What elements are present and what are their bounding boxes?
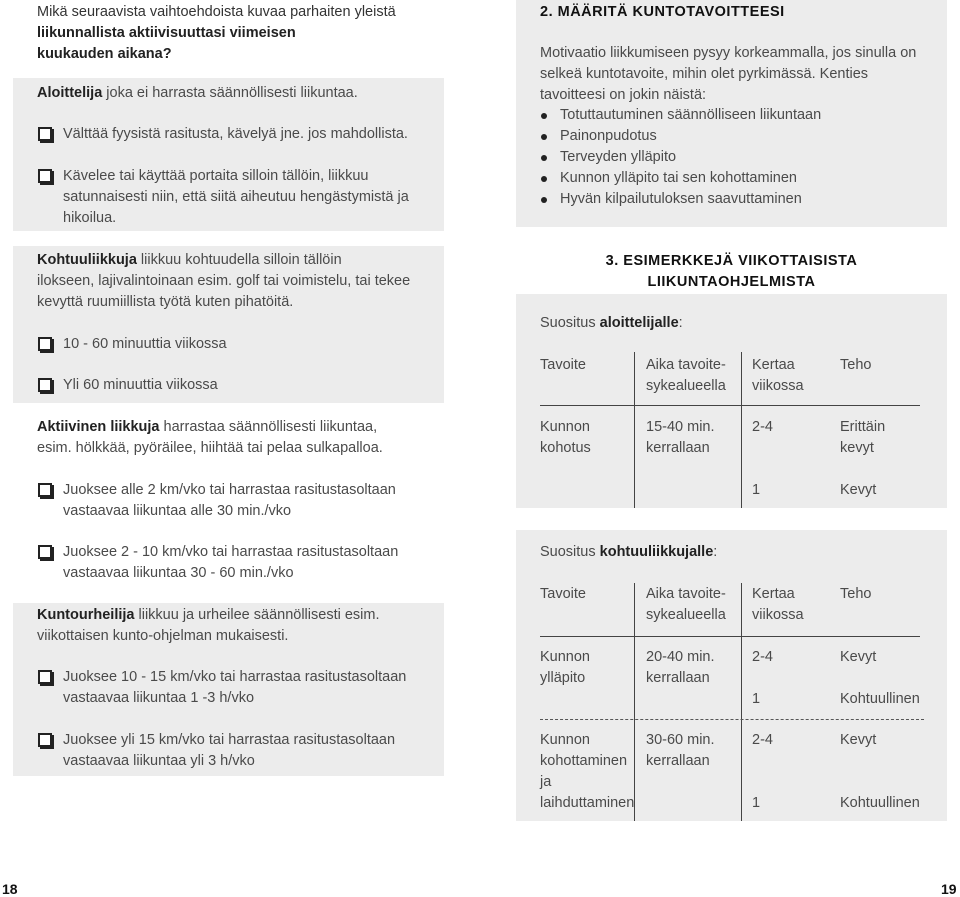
option-label: 10 - 60 minuuttia viikossa (63, 336, 227, 352)
table-header: Teho (840, 586, 872, 602)
goal-item: Kunnon ylläpito tai sen kohottaminen (540, 168, 940, 189)
table-cell: Kevyt (840, 732, 877, 748)
page-number: 19 (941, 881, 957, 897)
group-title-block (37, 417, 437, 459)
group-desc: joka ei harrasta säännöllisesti liikuntaa. (102, 85, 358, 101)
section2-intro: Motivaatio liikkumiseen pysyy korkeammalla, jos sinulla on selkeä kuntotavoite, mihin olet pyrkimässä. Kenties tavoitteesi on jokin näistä: (540, 45, 917, 103)
table-header: Aika tavoite- sykealueella (646, 357, 726, 394)
table-cell: 2-4 (752, 419, 773, 435)
option-label: Välttää fyysistä rasitusta, kävelyä jne. jos mahdollista. (63, 126, 408, 142)
checkbox[interactable] (38, 483, 52, 497)
table-dashed-divider (540, 719, 924, 720)
option-row[interactable] (38, 124, 408, 145)
checkbox[interactable] (38, 545, 52, 559)
table-cell: 2-4 (752, 732, 773, 748)
section3-heading-line: LIIKUNTAOHJELMISTA (647, 274, 816, 290)
group-desc: viikottaisen kunto-ohjelman mukaisesti. (37, 628, 289, 644)
option-label: Juoksee alle 2 km/vko tai harrastaa rasitustasoltaan vastaavaa liikuntaa alle 30 min./vko (63, 482, 396, 519)
goal-item: Hyvän kilpailutuloksen saavuttaminen (540, 189, 940, 210)
table-header: Kertaa viikossa (752, 586, 804, 623)
table-header: Kertaa viikossa (752, 357, 804, 394)
option-label: Yli 60 minuuttia viikossa (63, 377, 218, 393)
table-cell: 30-60 min. kerrallaan (646, 732, 715, 769)
group-desc: liikkuu ja urheilee säännöllisesti esim. (134, 607, 380, 623)
table-cell: 1 (752, 691, 761, 707)
table1-title (540, 313, 683, 334)
table-divider (540, 405, 920, 406)
table-header: Aika tavoite- sykealueella (646, 586, 726, 623)
table-cell: Kunnon kohottaminen ja laihduttaminen (540, 732, 635, 811)
table-divider (540, 636, 920, 637)
group-desc: kevyttä ruumiillista työtä kuten pihatöitä. (37, 294, 294, 310)
option-row[interactable] (38, 166, 409, 229)
option-row[interactable] (38, 334, 227, 355)
checkbox[interactable] (38, 169, 52, 183)
option-label: Juoksee 2 - 10 km/vko tai harrastaa rasitustasoltaan vastaavaa liikuntaa 30 - 60 min./vko (63, 544, 399, 581)
table-cell: Kunnon ylläpito (540, 649, 590, 686)
question-bold-line: liikunnallista aktiivisuuttasi viimeisen (37, 25, 296, 41)
table-divider (634, 352, 635, 508)
option-label: Juoksee 10 - 15 km/vko tai harrastaa rasitustasoltaan vastaavaa liikuntaa 1 -3 h/vko (63, 669, 407, 706)
checkbox[interactable] (38, 378, 52, 392)
table-cell: Kunnon kohotus (540, 419, 591, 456)
table-cell: Erittäin kevyt (840, 419, 886, 456)
goal-item: Terveyden ylläpito (540, 147, 940, 168)
table-cell: Kevyt (840, 649, 877, 665)
section2-heading: 2. MÄÄRITÄ KUNTOTAVOITTEESI (540, 4, 785, 20)
page-number: 18 (2, 881, 18, 897)
group-desc: esim. hölkkää, pyöräilee, hiihtää tai pelaa sulkapalloa. (37, 440, 383, 456)
goal-item: Totuttautuminen säännölliseen liikuntaan (540, 105, 940, 126)
table2-title (540, 542, 717, 563)
checkbox[interactable] (38, 127, 52, 141)
group-title: Aktiivinen liikkuja (37, 419, 160, 435)
question-bold-line: kuukauden aikana? (37, 46, 172, 62)
table-cell: 15-40 min. kerrallaan (646, 419, 715, 456)
section3-heading (516, 251, 947, 293)
table-cell: 2-4 (752, 649, 773, 665)
table-cell: Kohtuullinen (840, 795, 920, 811)
group-title-line (37, 83, 358, 104)
table-title-bold: aloittelijalle (599, 315, 679, 331)
checkbox[interactable] (38, 733, 52, 747)
option-row[interactable] (38, 480, 396, 522)
table-header: Tavoite (540, 586, 586, 602)
checkbox[interactable] (38, 670, 52, 684)
question-line: Mikä seuraavista vaihtoehdoista kuvaa parhaiten yleistä (37, 4, 396, 20)
group-desc: liikkuu kohtuudella silloin tällöin (136, 252, 342, 268)
table-cell: 20-40 min. kerrallaan (646, 649, 715, 686)
table-divider (741, 583, 742, 821)
group-desc: harrastaa säännöllisesti liikuntaa, (159, 419, 378, 435)
option-row[interactable] (38, 667, 406, 709)
checkbox[interactable] (38, 337, 52, 351)
table-header: Tavoite (540, 357, 586, 373)
section3-heading-line: 3. ESIMERKKEJÄ VIIKOTTAISISTA (605, 253, 858, 269)
table-title-prefix: Suositus (540, 544, 600, 560)
option-row[interactable] (38, 375, 218, 396)
question-text (37, 2, 427, 65)
table-header: Teho (840, 357, 872, 373)
table-cell: Kohtuullinen (840, 691, 920, 707)
table-title-suffix: : (678, 315, 683, 331)
goal-item: Painonpudotus (540, 126, 940, 147)
group-title: Kuntourheilija (37, 607, 135, 623)
group-title: Aloittelija (37, 85, 103, 101)
option-row[interactable] (38, 542, 398, 584)
table-title-suffix: : (713, 544, 718, 560)
group-title: Kohtuuliikkuja (37, 252, 137, 268)
table-cell: 1 (752, 795, 761, 811)
group-title-block (37, 605, 437, 647)
table-cell: Kevyt (840, 482, 877, 498)
option-row[interactable] (38, 730, 395, 772)
table-divider (741, 352, 742, 508)
option-label: Juoksee yli 15 km/vko tai harrastaa rasitustasoltaan vastaavaa liikuntaa yli 3 h/vko (63, 732, 396, 769)
group-title-block (37, 250, 437, 313)
group-desc: ilokseen, lajivalintoinaan esim. golf tai voimistelu, tai tekee (37, 273, 411, 289)
table-title-prefix: Suositus (540, 315, 600, 331)
table-cell: 1 (752, 482, 761, 498)
option-label: Kävelee tai käyttää portaita silloin tällöin, liikkuu satunnaisesti niin, että siitä aiheutuu hengästymistä ja hikoilua. (63, 168, 409, 226)
goal-list (540, 105, 940, 210)
table-title-bold: kohtuuliikkujalle (599, 544, 714, 560)
